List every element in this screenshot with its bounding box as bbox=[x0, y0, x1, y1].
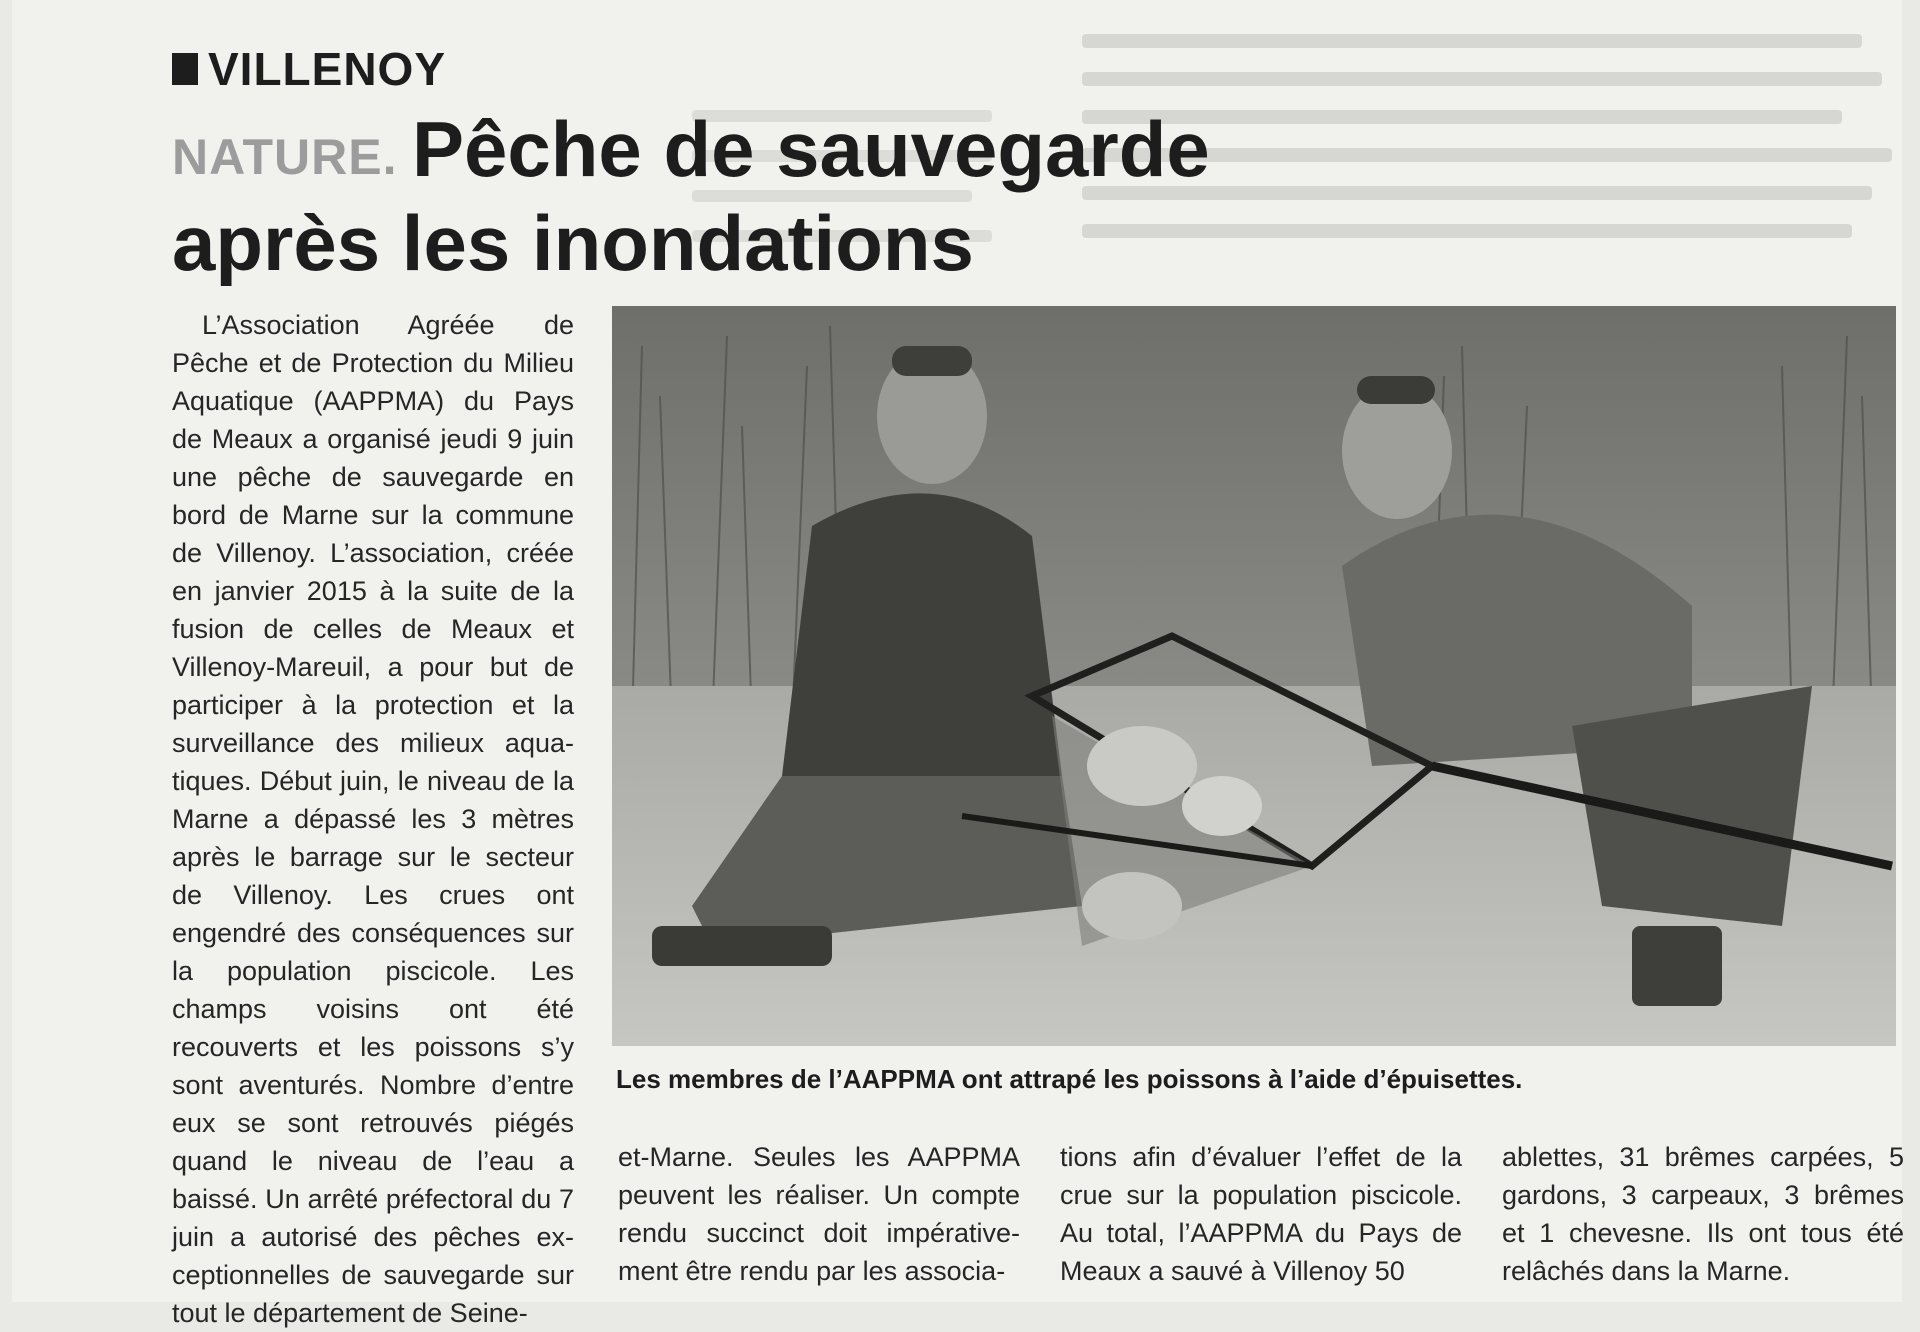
article-column-2: et-Marne. Seules les AAPPMA peuvent les réaliser. Un compte rendu succinct doit impérativement être rendu par les associa- bbox=[618, 1142, 1020, 1286]
section-label: VILLENOY bbox=[208, 43, 447, 95]
photo-caption: Les membres de l’AAPPMA ont attrapé les poissons à l’aide d’épuisettes. bbox=[616, 1064, 1523, 1094]
article-column-1: L’Association Agréée de Pêche et de Protection du Milieu Aquatique (AAPPMA) du Pays de Meaux a organisé jeudi 9 juin une pêche de sauvegarde en bord de Marne sur la commune de Villenoy. L’association, créée en janvier 2015 à la suite de la fusion de celles de Meaux et Villenoy-Mareuil, a pour but de participer à la protection et la surveillance des milieux aquatiques. Début juin, le niveau de la Marne a dépassé les 3 mètres après le barrage sur le secteur de Villenoy. Les crues ont engendré des conséquences sur la population piscicole. Les champs voisins ont été recouverts et les poissons s’y sont aventurés. Nombre d’entre eux se sont retrouvés piégés quand le niveau de l’eau a baissé. Un arrêté préfectoral du 7 juin a autorisé des pêches exceptionnelles de sauvegarde sur tout le département de Seine- bbox=[172, 310, 574, 1328]
section-rubric bbox=[172, 44, 446, 94]
article-photo bbox=[612, 306, 1896, 1046]
headline-line-2: après les inondations bbox=[172, 199, 974, 287]
headline bbox=[172, 102, 1372, 290]
section-marker bbox=[172, 53, 198, 85]
article-column-4: ablettes, 31 brêmes carpées, 5 gardons, 3 carpeaux, 3 brêmes et 1 chevesne. Ils ont tous été relâchés dans la Marne. bbox=[1502, 1142, 1904, 1286]
kicker: NATURE. bbox=[172, 129, 398, 185]
headline-line-1: Pêche de sauvegarde bbox=[412, 105, 1210, 193]
article-column-3: tions afin d’évaluer l’effet de la crue sur la population piscicole. Au total, l’AAPPMA du Pays de Meaux a sauvé à Villenoy 50 bbox=[1060, 1142, 1462, 1286]
photo-illustration bbox=[612, 306, 1896, 1046]
newspaper-page bbox=[12, 0, 1904, 1328]
